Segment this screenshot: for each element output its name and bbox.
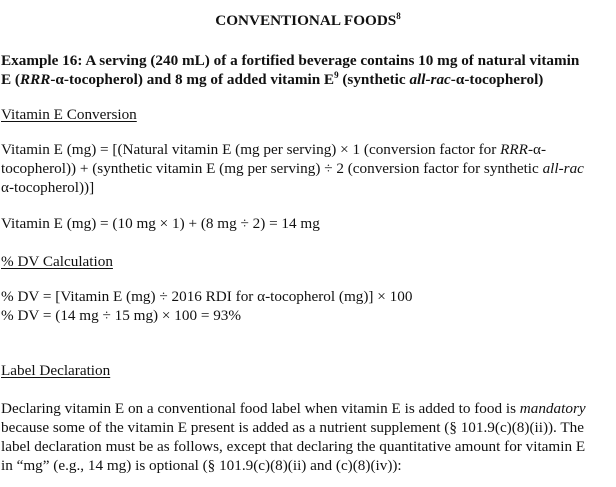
formula-text: -α- — [527, 141, 547, 158]
example-italic: all-rac — [409, 71, 451, 88]
footnote-marker: 8 — [396, 11, 401, 21]
paragraph-line-1 — [1, 399, 615, 418]
page-title — [0, 11, 616, 30]
paragraph-italic: mandatory — [519, 400, 586, 417]
example-text: -α-tocopherol) and 8 mg of added vitamin E — [50, 71, 335, 88]
section-heading-text: Label Declaration — [1, 362, 111, 379]
example-text: E ( — [1, 71, 20, 88]
example-text: (synthetic — [338, 71, 410, 88]
formula-line-1 — [1, 140, 615, 159]
formula-italic: all-rac — [542, 160, 584, 177]
formula-italic: RRR — [500, 141, 528, 158]
formula-line-2 — [1, 159, 615, 178]
conversion-result: Vitamin E (mg) = (10 mg × 1) + (8 mg ÷ 2) = 14 mg — [1, 215, 320, 232]
section-heading-dv — [1, 252, 615, 271]
formula-text: Vitamin E (mg) = [(Natural vitamin E (mg per serving) × 1 (conversion factor for — [1, 141, 501, 158]
label-declaration-paragraph — [1, 399, 615, 475]
example-heading — [1, 51, 615, 89]
paragraph-line-4: in “mg” (e.g., 14 mg) is optional (§ 101.9(c)(8)(ii) and (c)(8)(iv)): — [1, 457, 402, 474]
formula-text: tocopherol)) + (synthetic vitamin E (mg per serving) ÷ 2 (conversion factor for synthetic — [1, 160, 543, 177]
paragraph-line-3: label declaration must be as follows, except that declaring the quantitative amount for vitamin E — [1, 438, 586, 455]
section-heading-label — [1, 361, 615, 380]
example-italic: RRR — [19, 71, 51, 88]
conversion-formula — [1, 140, 615, 197]
dv-line-2: % DV = (14 mg ÷ 15 mg) × 100 = 93% — [1, 307, 242, 324]
section-heading-text: % DV Calculation — [1, 253, 113, 270]
section-heading-text: Vitamin E Conversion — [1, 106, 137, 123]
dv-line-1: % DV = [Vitamin E (mg) ÷ 2016 RDI for α-tocopherol (mg)] × 100 — [1, 288, 413, 305]
page-title-text: CONVENTIONAL FOODS — [215, 12, 397, 29]
dv-calculation — [1, 287, 615, 325]
example-text: -α-tocopherol) — [450, 71, 544, 88]
section-heading-conversion — [1, 105, 615, 124]
paragraph-line-2: because some of the vitamin E present is added as a nutrient supplement (§ 101.9(c)(8)(ii)). The — [1, 419, 584, 436]
example-line-2 — [1, 70, 615, 89]
example-line-1: Example 16: A serving (240 mL) of a fortified beverage contains 10 mg of natural vitamin — [1, 52, 580, 69]
footnote-marker: 9 — [334, 70, 339, 80]
paragraph-text: Declaring vitamin E on a conventional food label when vitamin E is added to food is — [1, 400, 520, 417]
formula-line-3: α-tocopherol))] — [1, 179, 95, 196]
